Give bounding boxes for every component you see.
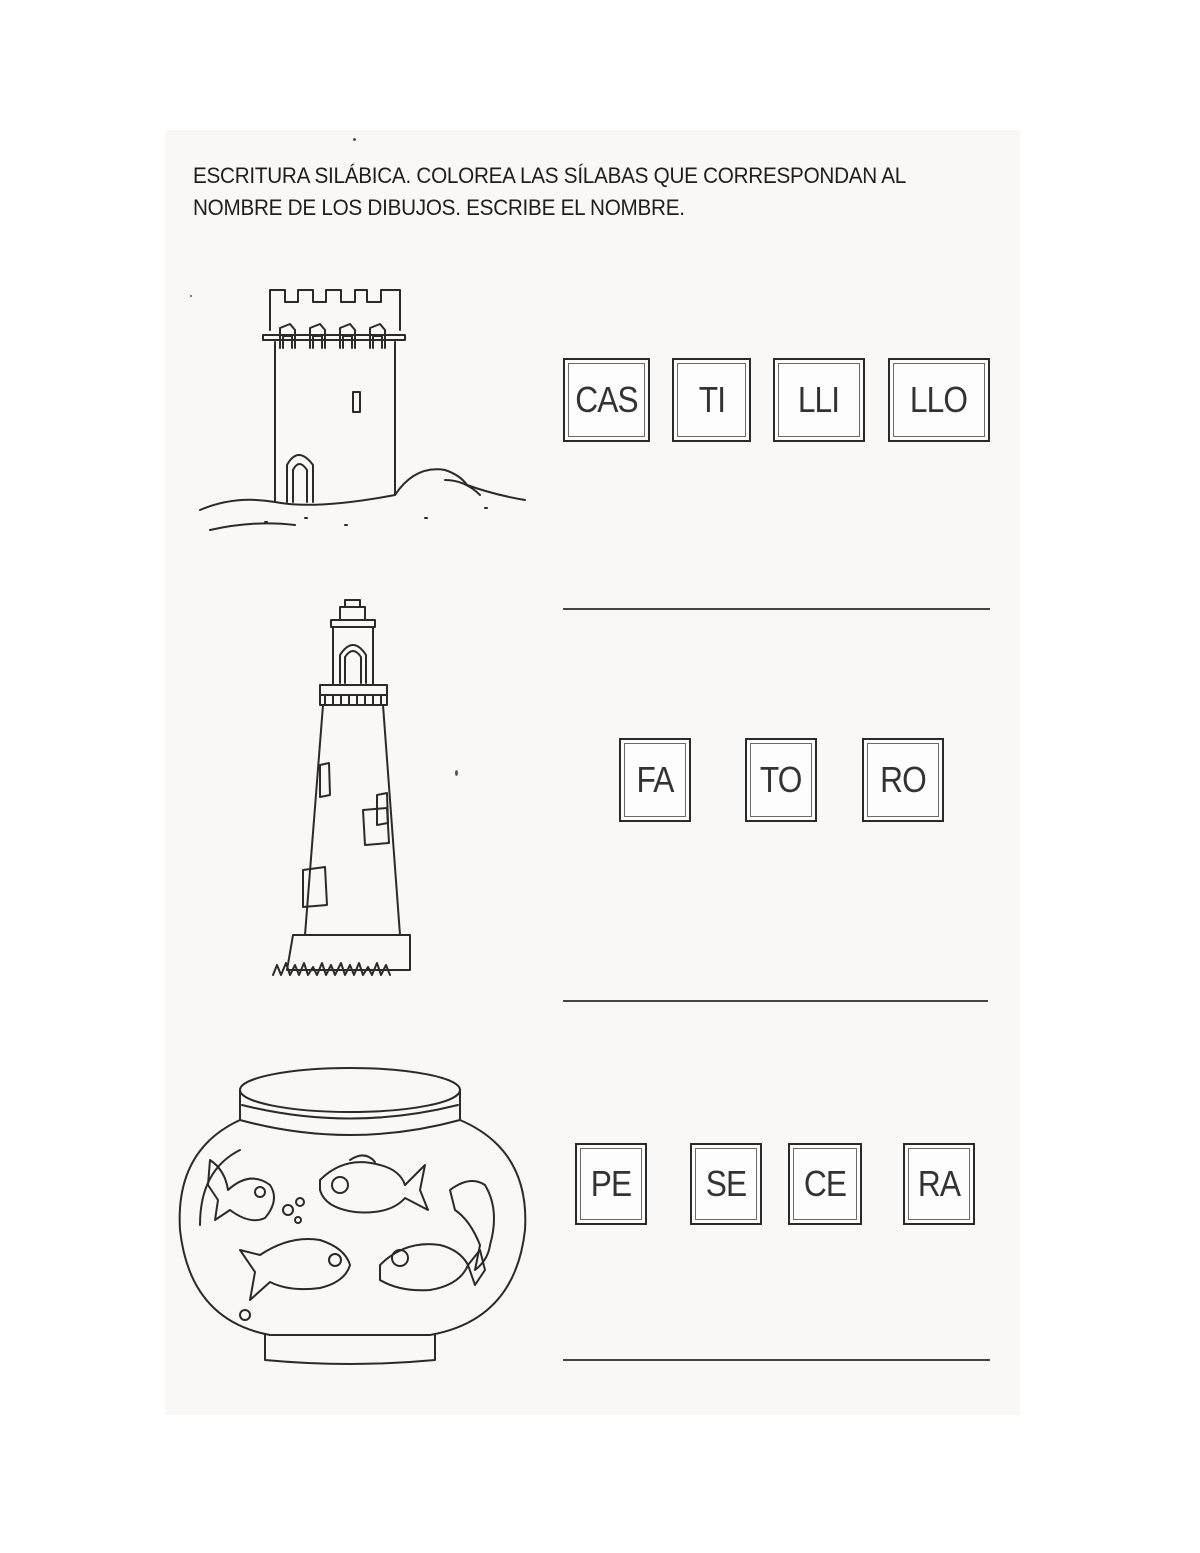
syllable-box[interactable]: RO bbox=[862, 738, 944, 822]
syllable-box[interactable]: FA bbox=[619, 738, 691, 822]
syllable-box[interactable]: RA bbox=[903, 1143, 975, 1225]
scan-speck bbox=[455, 770, 458, 776]
syllable-box[interactable]: CE bbox=[788, 1143, 862, 1225]
fishbowl-icon bbox=[170, 1060, 535, 1375]
syllable-box[interactable]: SE bbox=[690, 1143, 762, 1225]
answer-line[interactable] bbox=[563, 1359, 990, 1361]
syllable-box[interactable]: CAS bbox=[563, 358, 650, 442]
scan-speck bbox=[353, 138, 356, 141]
syllable-box[interactable]: TO bbox=[745, 738, 817, 822]
syllable-box[interactable]: LLI bbox=[773, 358, 865, 442]
syllable-box[interactable]: LLO bbox=[888, 358, 990, 442]
answer-line[interactable] bbox=[563, 1000, 988, 1002]
castle-icon bbox=[195, 280, 540, 535]
syllable-box[interactable]: PE bbox=[575, 1143, 647, 1225]
answer-line[interactable] bbox=[563, 608, 990, 610]
instructions-line-2: NOMBRE DE LOS DIBUJOS. ESCRIBE EL NOMBRE. bbox=[193, 195, 685, 220]
instructions-line-1: ESCRITURA SILÁBICA. COLOREA LAS SÍLABAS QUE CORRESPONDAN AL bbox=[193, 163, 907, 188]
scan-speck bbox=[190, 295, 192, 297]
instructions bbox=[193, 160, 947, 224]
lighthouse-icon bbox=[265, 595, 415, 990]
syllable-box[interactable]: TI bbox=[672, 358, 751, 442]
